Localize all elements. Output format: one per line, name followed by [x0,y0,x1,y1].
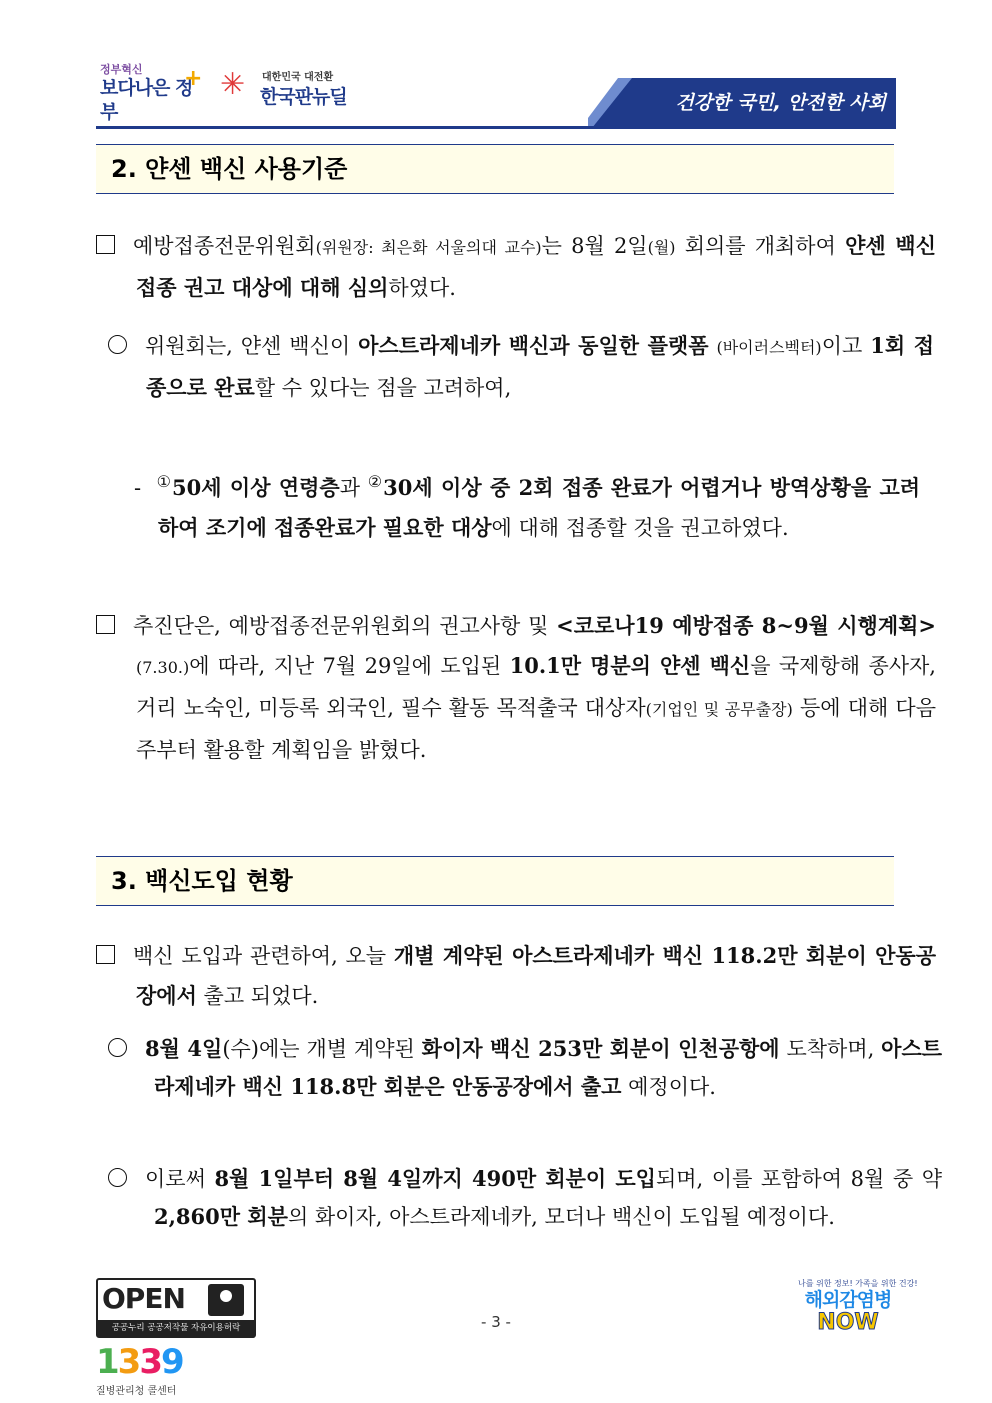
circle-bullet-icon [108,1168,127,1187]
dash-bullet: - [134,476,142,500]
square-bullet-icon [96,615,115,634]
new-deal-star-icon: ✳ [220,67,246,102]
digit: 3 [117,1342,140,1382]
circle-bullet-icon [108,1038,127,1057]
section-3-paragraph-3 [108,1160,942,1236]
slogan-banner [588,78,896,128]
section-3-paragraph-2 [108,1030,942,1106]
section-2-title: 2. 얀센 백신 사용기준 [96,144,894,194]
person-icon [208,1284,244,1316]
small-text: (7.30.) [136,658,190,677]
kdca-1339-callcenter-logo [96,1342,206,1400]
text: 위원회는, 얀센 백신이 [145,334,359,358]
text: 회의를 개최하여 [675,234,846,258]
logo1-big-text: 보다나은 정부 [100,77,193,123]
text: 에 따라, 지난 7월 29일에 도입된 [189,654,510,678]
text: 에 대해 접종할 것을 권고하였다. [491,516,789,540]
bold-text: 2,860만 회분 [154,1204,288,1229]
small-text: (위원장: 최은화 서울의대 교수) [315,238,542,257]
section-2-paragraph-4 [96,606,936,770]
section-2-paragraph-2 [108,326,934,408]
section-3-title: 3. 백신도입 현황 [96,856,894,906]
now-logo-line2: NOW [817,1310,879,1335]
bold-text: 얀센 백신 접종 권고 대상에 대해 심의 [136,233,937,300]
text: 등에 대해 다음 주부터 활용할 계획임을 밝혔다. [136,696,936,762]
text: 예정이다. [621,1075,716,1099]
text: 과 [339,476,368,500]
bold-text: 10.1만 명분의 얀센 백신 [509,653,751,678]
text: 할 수 있다는 점을 고려하여, [254,376,512,400]
circle-bullet-icon [108,335,127,354]
text: 되며, 이를 포함하여 8월 중 약 [655,1167,942,1191]
text: 이로써 [145,1167,215,1191]
text: 는 8월 2일 [541,234,648,258]
digit: 3 [139,1342,162,1382]
bold-text: 30세 이상 중 2회 접종 완료가 어렵거나 방역상황을 고려하여 조기에 접종완료가 필요한 대상 [158,475,921,540]
header-divider [96,126,896,129]
text: 백신 도입과 관련하여, 오늘 [133,944,394,968]
overseas-infection-now-logo [798,1278,918,1340]
bold-text: 개별 계약된 아스트라제네카 백신 118.2만 회분이 안동공장에서 [136,943,936,1008]
circled-number: ② [367,472,384,491]
text: 이고 [821,334,871,358]
kogl-open-license-badge [96,1278,256,1338]
bold-text: 아스트라제네카 백신 118.8만 회분은 안동공장에서 출고 [154,1036,943,1099]
text: 하였다. [388,276,456,300]
section-2-paragraph-1 [96,226,936,308]
open-badge-word: OPEN [102,1282,185,1315]
bold-text: 1회 접종으로 완료 [146,333,934,400]
bold-text: 화이자 백신 253만 회분이 인천공항에 [421,1036,780,1061]
text: 을 국제항해 종사자, 거리 노숙인, 미등록 외국인, 필수 활동 목적출국 대상자 [136,654,936,720]
logo2-big-text: 한국판뉴딜 [260,86,347,108]
small-text: (바이러스벡터) [716,338,822,357]
text: 추진단은, 예방접종전문위원회의 권고사항 및 [133,614,557,638]
slogan-text: 건강한 국민, 안전한 사회 [675,92,886,114]
callcenter-caption: 질병관리청 콜센터 [96,1386,177,1397]
digit: 9 [161,1342,183,1382]
small-text: (기업인 및 공무출장) [645,700,793,719]
text: 예방접종전문위원회 [133,234,316,258]
square-bullet-icon [96,235,115,254]
page-number: - 3 - [481,1313,511,1331]
text: (수) [222,1037,259,1061]
text: 도착하며, [779,1037,882,1061]
government-innovation-logo [100,63,203,123]
bold-text: 50세 이상 연령층 [172,475,340,500]
logo2-small-text: 대한민국 대전환 [262,72,334,83]
bold-text: 아스트라제네카 백신과 동일한 플랫폼 [358,333,709,358]
korean-new-deal-logo [220,64,370,112]
text: 의 화이자, 아스트라제네카, 모더나 백신이 도입될 예정이다. [287,1205,835,1229]
digit: 1 [96,1342,118,1382]
circled-number: ① [156,472,173,491]
now-logo-line1: 해외감염병 [804,1289,892,1311]
square-bullet-icon [96,945,115,964]
bold-text: 8월 4일 [145,1036,223,1061]
text: 에는 개별 계약된 [259,1037,422,1061]
small-text: (월) [647,238,676,257]
text: 출고 되었다. [196,984,319,1008]
open-badge-caption: 공공누리 공공저작물 자유이용허락 [98,1320,254,1336]
logo1-small-text: 정부혁신 [100,63,143,76]
bold-text: <코로나19 예방접종 8~9월 시행계획> [556,613,936,638]
section-2-paragraph-3 [134,462,920,548]
section-3-paragraph-1 [96,936,936,1016]
callcenter-number [96,1342,206,1382]
plus-icon: + [184,66,203,91]
now-logo-small-text: 나를 위한 정보! 가족을 위한 건강! [798,1279,918,1288]
bold-text: 8월 1일부터 8월 4일까지 490만 회분이 도입 [214,1166,656,1191]
